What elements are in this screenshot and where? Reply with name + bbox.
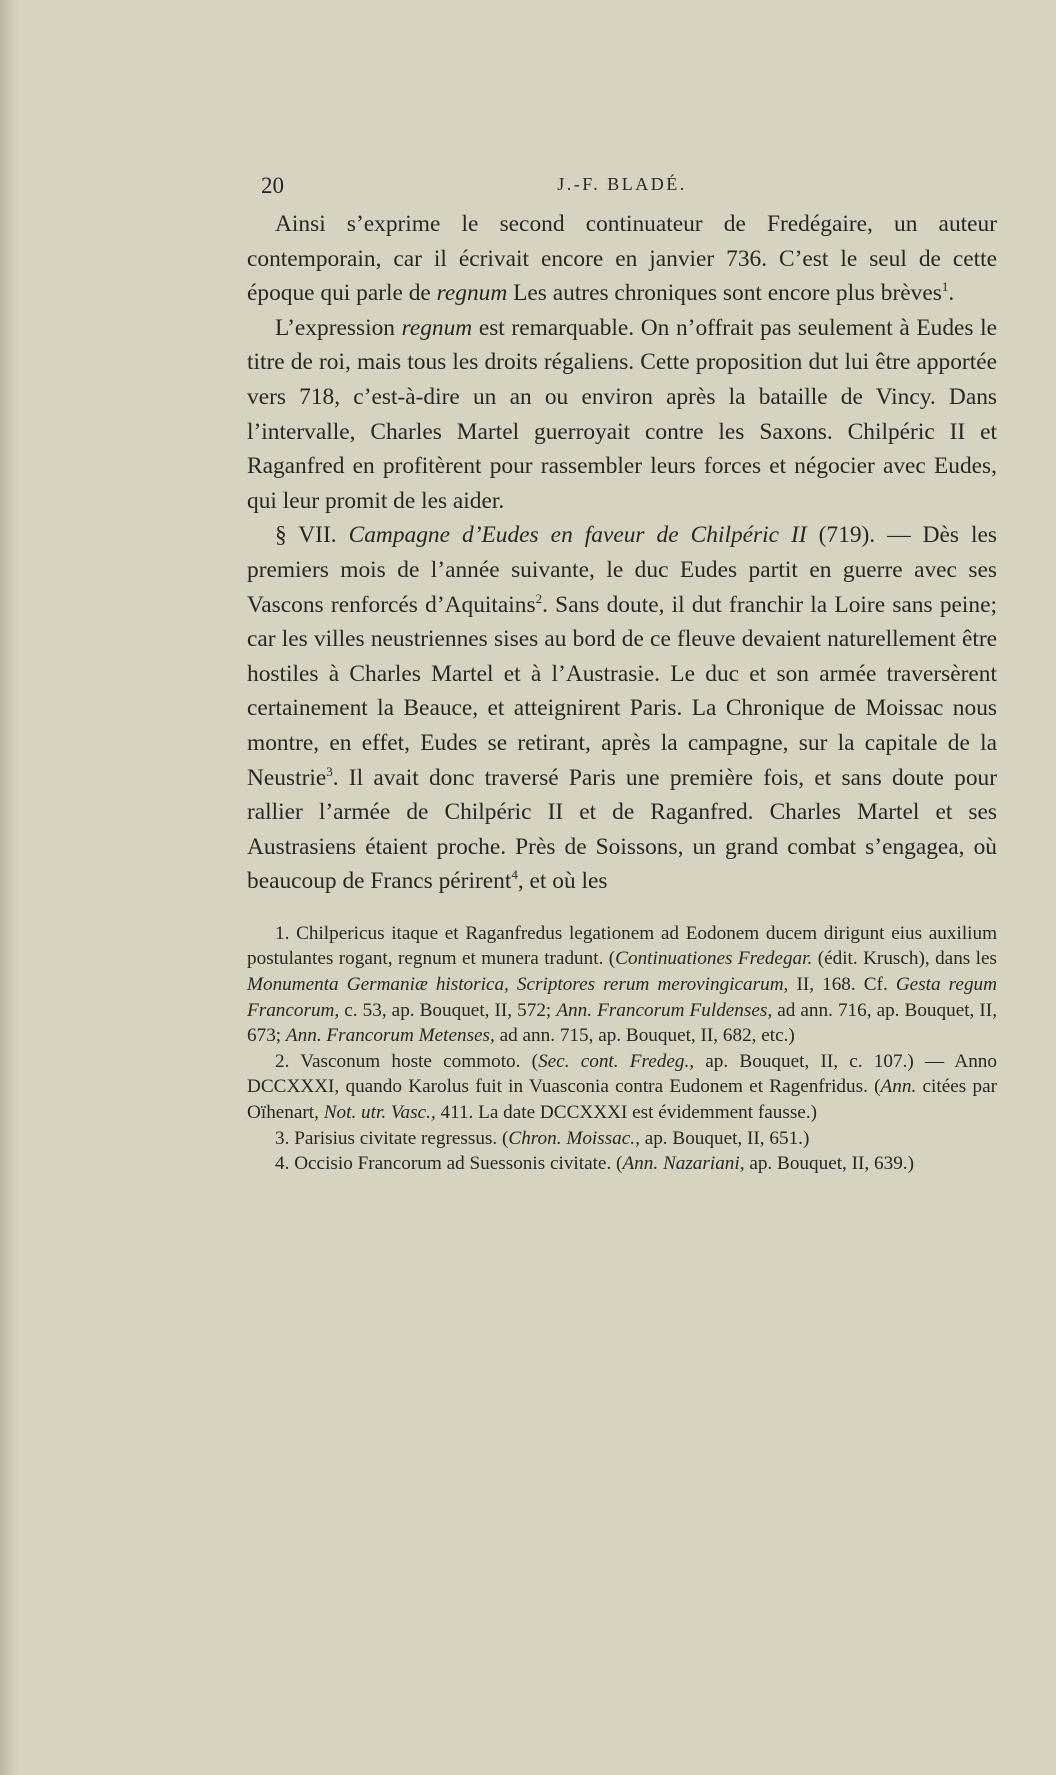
footnote-ref-3: 3 [326, 763, 333, 779]
footnote-ref-2: 2 [535, 590, 543, 606]
page-number: 20 [261, 173, 284, 198]
scan-edge [0, 0, 18, 1775]
running-head [247, 165, 997, 203]
book-page [247, 165, 997, 1177]
footnote-1: 1. Chilpericus itaque et Raganfredus legationem ad Eodonem ducem dirigunt eius auxilium postulantes rogant, regnum et munera tradunt. (Continuationes Fredegar. (édit. Krusch), dans les Monumenta Germaniæ historica, Scriptores rerum merovingicarum, II, 168. Cf. Gesta regum Francorum, c. 53, ap. Bouquet, II, 572; Ann. Francorum Fuldenses, ad ann. 716, ap. Bouquet, II, 673; Ann. Francorum Metenses, ad ann. 715, ap. Bouquet, II, 682, etc.) [247, 922, 997, 1047]
footnote-2: 2. Vasconum hoste commoto. (Sec. cont. Fredeg., ap. Bouquet, II, c. 107.) — Anno DCCXXXI, quando Karolus fuit in Vuasconia contra Eudonem et Ragenfridus. (Ann. citées par Oïhenart, Not. utr. Vasc., 411. La date DCCXXXI est évidemment fausse.) [247, 1050, 997, 1124]
section-mark: § VII. [275, 522, 349, 549]
footnote-3: 3. Parisius civitate regressus. (Chron. Moissac., ap. Bouquet, II, 651.) [275, 1127, 810, 1149]
footnote-ref-1: 1 [941, 279, 949, 295]
paragraph-1: Ainsi s’exprime le second continuateur de Fredégaire, un auteur contemporain, car il écrivait encore en janvier 736. C’est le seul de cette époque qui parle de regnum Les autres chroniques sont encore plus brèves$^1$. [247, 211, 997, 307]
footnotes [247, 921, 997, 1177]
footnote-4: 4. Occisio Francorum ad Suessonis civitate. (Ann. Nazariani, ap. Bouquet, II, 639.) [275, 1153, 914, 1175]
section-title: Campagne d’Eudes en faveur de Chilpéric II [348, 522, 807, 549]
paragraph-2: L’expression regnum est remarquable. On n’offrait pas seulement à Eudes le titre de roi, mais tous les droits régaliens. Cette proposition dut lui être apportée vers 718, c’est-à-dire un an ou environ après la bataille de Vincy. Dans l’intervalle, Charles Martel guerroyait contre les Saxons. Chilpéric II et Raganfred en profitèrent pour rassembler leurs forces et négocier avec Eudes, qui leur promit de les aider. [247, 314, 997, 514]
section-year: (719). [806, 522, 876, 549]
footnote-ref-4: 4 [511, 867, 518, 883]
section-vii: § VII. Campagne d’Eudes en faveur de Chilpéric II (719). — Dès les premiers mois de l’année suivante, le duc Eudes partit en guerre avec ses Vascons renforcés d’Aquitains$^2$. Sans doute, il dut franchir la Loire sans peine; car les villes neustriennes sises au bord de ce fleuve devaient naturellement être hostiles à Charles Martel et à l’Austrasie. Le duc et son armée traversèrent certainement la Beauce, et atteignirent Paris. La Chronique de Moissac nous montre, en effet, Eudes se retirant, après la campagne, sur la capitale de la Neustrie$^3$. Il avait donc traversé Paris une première fois, et sans doute pour rallier l’armée de Chilpéric II et de Raganfred. Charles Martel et ses Austrasiens étaient proche. Près de Soissons, un grand combat s’engagea, où beaucoup de Francs périrent$^4$, et où les [247, 522, 997, 895]
body-text [247, 207, 997, 899]
running-title: J.-F. BLADÉ. [557, 174, 687, 194]
